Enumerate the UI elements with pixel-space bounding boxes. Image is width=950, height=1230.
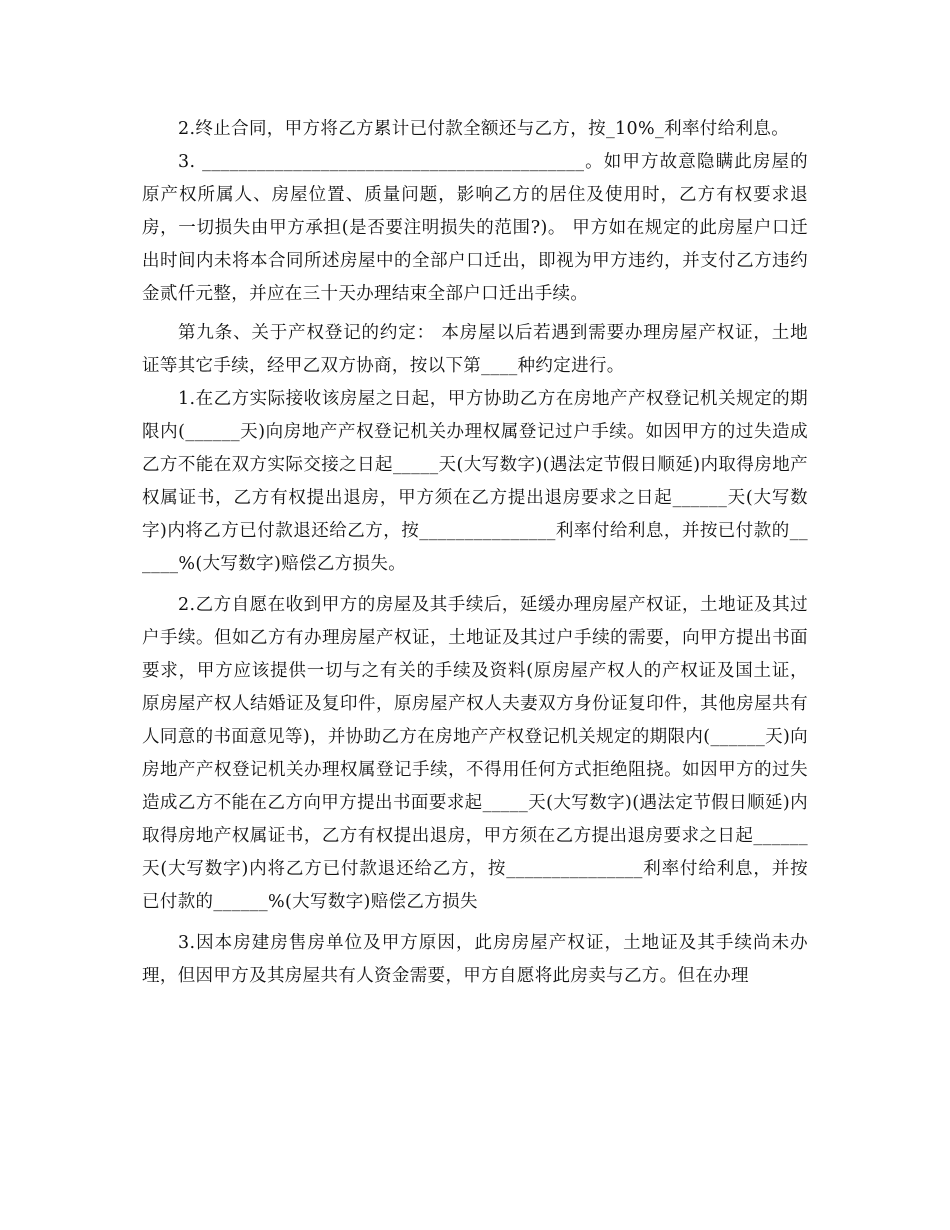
document-body <box>142 113 808 999</box>
paragraph-option-three: 3.因本房建房售房单位及甲方原因，此房房屋产权证，土地证及其手续尚未办理，但因甲方及其房屋共有人资金需要，甲方自愿将此房卖与乙方。但在办理 <box>142 933 808 986</box>
paragraph-concealment-clause: 3. __________________________________________。如甲方故意隐瞒此房屋的原产权所属人、房屋位置、质量问题，影响乙方的居住及使用时，乙方有权要求退房，一切损失由甲方承担(是否要注明损失的范围?)。 甲方如在规定的此房屋户口迁出时间内未将本合同所述房屋中的全部户口迁出，即视为甲方违约，并支付乙方违约金贰仟元整，并应在三十天办理结束全部户口迁出手续。 <box>142 152 808 304</box>
paragraph-terminate-contract: 2.终止合同，甲方将乙方累计已付款全额还与乙方，按_10%_利率付给利息。 <box>178 119 790 139</box>
paragraph-option-one: 1.在乙方实际接收该房屋之日起，甲方协助乙方在房地产产权登记机关规定的期限内(______天)向房地产产权登记机关办理权属登记过户手续。如因甲方的过失造成乙方不能在双方实际交接之日起_____天(大写数字)(遇法定节假日顺延)内取得房地产权属证书，乙方有权提出退房，甲方须在乙方提出退房要求之日起______天(大写数字)内将乙方已付款退还给乙方，按_______________利率付给利息，并按已付款的______%(大写数字)赔偿乙方损失。 <box>142 389 808 574</box>
paragraph-option-two: 2.乙方自愿在收到甲方的房屋及其手续后，延缓办理房屋产权证，土地证及其过户手续。但如乙方有办理房屋产权证，土地证及其过户手续的需要，向甲方提出书面要求，甲方应该提供一切与之有关的手续及资料(原房屋产权人的产权证及国土证，原房屋产权人结婚证及复印件，原房屋产权人夫妻双方身份证复印件，其他房屋共有人同意的书面意见等)，并协助乙方在房地产产权登记机关规定的期限内(______天)向房地产产权登记机关办理权属登记手续，不得用任何方式拒绝阻挠。如因甲方的过失造成乙方不能在乙方向甲方提出书面要求起_____天(大写数字)(遇法定节假日顺延)内取得房地产权属证书，乙方有权提出退房，甲方须在乙方提出退房要求之日起______天(大写数字)内将乙方已付款退还给乙方，按_______________利率付给利息，并按已付款的______%(大写数字)赔偿乙方损失 <box>142 595 808 912</box>
paragraph-article-nine-heading: 第九条、关于产权登记的约定： 本房屋以后若遇到需要办理房屋产权证，土地证等其它手续，经甲乙双方协商，按以下第____种约定进行。 <box>142 323 808 376</box>
